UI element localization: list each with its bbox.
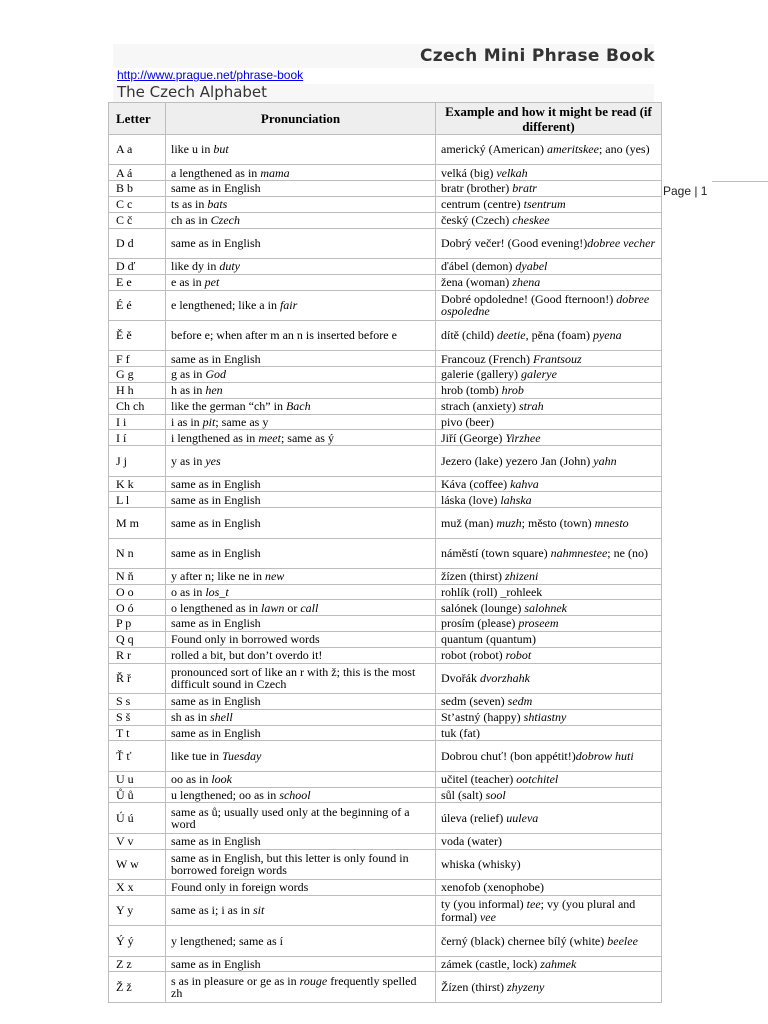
example-cell: Dobré opdoledne! (Good fternoon!) dobree ospoledne — [436, 290, 662, 320]
example-cell: Dobrý večer! (Good evening!)dobree vecher — [436, 228, 662, 258]
letter-cell: Y y — [109, 895, 166, 925]
pronunciation-cell: same as in English — [166, 956, 436, 972]
pronunciation-cell: a lengthened as in mama — [166, 165, 436, 181]
letter-cell: É é — [109, 290, 166, 320]
pronunciation-cell: same as in English — [166, 616, 436, 632]
example-cell: náměstí (town square) nahmnestee; ne (no) — [436, 538, 662, 568]
table-header-row — [109, 103, 662, 135]
example-cell: Káva (coffee) kahva — [436, 476, 662, 492]
example-cell: sůl (salt) sool — [436, 787, 662, 803]
pronunciation-cell: s as in pleasure or ge as in rouge frequently spelled zh — [166, 972, 436, 1002]
example-cell: salónek (lounge) salohnek — [436, 600, 662, 616]
pronunciation-cell: like tue in Tuesday — [166, 741, 436, 771]
pronunciation-cell: same as in English, but this letter is only found in borrowed foreign words — [166, 849, 436, 879]
letter-cell: R r — [109, 647, 166, 663]
pronunciation-cell: same as in English — [166, 538, 436, 568]
table-row — [109, 647, 662, 663]
example-cell: Dobrou chuť! (bon appétit!)dobrow huti — [436, 741, 662, 771]
example-cell: muž (man) muzh; město (town) mnesto — [436, 508, 662, 538]
example-cell: pivo (beer) — [436, 414, 662, 430]
example-cell: dítě (child) deetie, pěna (foam) pyena — [436, 320, 662, 350]
pronunciation-cell: e lengthened; like a in fair — [166, 290, 436, 320]
table-row — [109, 228, 662, 258]
page-divider — [712, 181, 768, 182]
letter-cell: N ň — [109, 568, 166, 584]
pronunciation-cell: u lengthened; oo as in school — [166, 787, 436, 803]
pronunciation-cell: o as in los_t — [166, 584, 436, 600]
letter-cell: C č — [109, 212, 166, 228]
table-row — [109, 476, 662, 492]
table-row — [109, 492, 662, 508]
pronunciation-cell: same as in English — [166, 725, 436, 741]
example-cell: galerie (gallery) galerye — [436, 367, 662, 383]
letter-cell: D d — [109, 228, 166, 258]
example-cell: rohlík (roll) _rohleek — [436, 584, 662, 600]
header-example: Example and how it might be read (if different) — [436, 103, 662, 135]
example-cell: sedm (seven) sedm — [436, 694, 662, 710]
table-row — [109, 972, 662, 1002]
pronunciation-cell: like dy in duty — [166, 258, 436, 274]
example-cell: černý (black) chernee bílý (white) beelee — [436, 926, 662, 956]
page-number: Page | 1 — [663, 184, 708, 198]
table-row — [109, 290, 662, 320]
letter-cell: S š — [109, 709, 166, 725]
table-row — [109, 508, 662, 538]
table-row — [109, 538, 662, 568]
table-row — [109, 414, 662, 430]
example-cell: bratr (brother) bratr — [436, 181, 662, 197]
pronunciation-cell: o lengthened as in lawn or call — [166, 600, 436, 616]
table-row — [109, 165, 662, 181]
example-cell: velká (big) velkah — [436, 165, 662, 181]
table-row — [109, 196, 662, 212]
pronunciation-cell: Found only in foreign words — [166, 880, 436, 896]
letter-cell: J j — [109, 446, 166, 476]
example-cell: prosím (please) proseem — [436, 616, 662, 632]
example-cell: robot (robot) robot — [436, 647, 662, 663]
table-row — [109, 709, 662, 725]
example-cell: St’astný (happy) shtiastny — [436, 709, 662, 725]
letter-cell: F f — [109, 351, 166, 367]
table-row — [109, 274, 662, 290]
pronunciation-cell: same as in English — [166, 228, 436, 258]
example-cell: úleva (relief) uuleva — [436, 803, 662, 833]
table-row — [109, 895, 662, 925]
header-pronunciation: Pronunciation — [166, 103, 436, 135]
pronunciation-cell: y after n; like ne in new — [166, 568, 436, 584]
letter-cell: C c — [109, 196, 166, 212]
pronunciation-cell: same as in English — [166, 351, 436, 367]
example-cell: žízen (thirst) zhizeni — [436, 568, 662, 584]
example-cell: Jiří (George) Yirzhee — [436, 430, 662, 446]
pronunciation-cell: rolled a bit, but don’t overdo it! — [166, 647, 436, 663]
letter-cell: Q q — [109, 632, 166, 648]
pronunciation-cell: i as in pit; same as y — [166, 414, 436, 430]
letter-cell: Ý ý — [109, 926, 166, 956]
letter-cell: W w — [109, 849, 166, 879]
table-row — [109, 926, 662, 956]
pronunciation-cell: y as in yes — [166, 446, 436, 476]
table-row — [109, 771, 662, 787]
table-row — [109, 446, 662, 476]
letter-cell: M m — [109, 508, 166, 538]
table-row — [109, 663, 662, 693]
example-cell: strach (anxiety) strah — [436, 398, 662, 414]
example-cell: voda (water) — [436, 833, 662, 849]
table-row — [109, 725, 662, 741]
letter-cell: Z z — [109, 956, 166, 972]
table-row — [109, 741, 662, 771]
header-letter: Letter — [109, 103, 166, 135]
table-row — [109, 320, 662, 350]
example-cell: Dvořák dvorzhahk — [436, 663, 662, 693]
letter-cell: A a — [109, 135, 166, 165]
table-row — [109, 135, 662, 165]
example-cell: quantum (quantum) — [436, 632, 662, 648]
letter-cell: P p — [109, 616, 166, 632]
letter-cell: S s — [109, 694, 166, 710]
pronunciation-cell: before e; when after m an n is inserted before e — [166, 320, 436, 350]
section-title: The Czech Alphabet — [117, 83, 268, 101]
table-row — [109, 382, 662, 398]
table-row — [109, 584, 662, 600]
pronunciation-cell: ch as in Czech — [166, 212, 436, 228]
letter-cell: G g — [109, 367, 166, 383]
example-cell: hrob (tomb) hrob — [436, 382, 662, 398]
table-row — [109, 258, 662, 274]
pronunciation-cell: i lengthened as in meet; same as ý — [166, 430, 436, 446]
pronunciation-cell: same as i; i as in sit — [166, 895, 436, 925]
example-cell: Jezero (lake) yezero Jan (John) yahn — [436, 446, 662, 476]
table-row — [109, 849, 662, 879]
letter-cell: X x — [109, 880, 166, 896]
table-row — [109, 694, 662, 710]
example-cell: xenofob (xenophobe) — [436, 880, 662, 896]
table-row — [109, 351, 662, 367]
pronunciation-cell: sh as in shell — [166, 709, 436, 725]
table-row — [109, 398, 662, 414]
letter-cell: E e — [109, 274, 166, 290]
example-cell: zámek (castle, lock) zahmek — [436, 956, 662, 972]
example-cell: americký (American) ameritskee; ano (yes) — [436, 135, 662, 165]
letter-cell: A á — [109, 165, 166, 181]
table-row — [109, 600, 662, 616]
letter-cell: Ě ě — [109, 320, 166, 350]
letter-cell: L l — [109, 492, 166, 508]
pronunciation-cell: oo as in look — [166, 771, 436, 787]
table-row — [109, 632, 662, 648]
letter-cell: Ů ů — [109, 787, 166, 803]
example-cell: český (Czech) cheskee — [436, 212, 662, 228]
letter-cell: H h — [109, 382, 166, 398]
table-row — [109, 367, 662, 383]
pronunciation-cell: same as in English — [166, 508, 436, 538]
pronunciation-cell: same as in English — [166, 833, 436, 849]
phrase-book-link[interactable]: http://www.prague.net/phrase-book — [117, 68, 304, 82]
letter-cell: I í — [109, 430, 166, 446]
example-cell: láska (love) lahska — [436, 492, 662, 508]
pronunciation-cell: same as in English — [166, 181, 436, 197]
example-cell: žena (woman) zhena — [436, 274, 662, 290]
pronunciation-cell: same as in English — [166, 476, 436, 492]
pronunciation-cell: y lengthened; same as í — [166, 926, 436, 956]
table-row — [109, 616, 662, 632]
document-title: Czech Mini Phrase Book — [420, 46, 655, 66]
letter-cell: B b — [109, 181, 166, 197]
example-cell: učitel (teacher) ootchitel — [436, 771, 662, 787]
example-cell: tuk (fat) — [436, 725, 662, 741]
letter-cell: Ž ž — [109, 972, 166, 1002]
pronunciation-cell: h as in hen — [166, 382, 436, 398]
pronunciation-cell: ts as in bats — [166, 196, 436, 212]
letter-cell: O o — [109, 584, 166, 600]
pronunciation-cell: pronounced sort of like an r with ž; this is the most difficult sound in Czech — [166, 663, 436, 693]
letter-cell: U u — [109, 771, 166, 787]
letter-cell: K k — [109, 476, 166, 492]
example-cell: Žízen (thirst) zhyzeny — [436, 972, 662, 1002]
pronunciation-cell: like u in but — [166, 135, 436, 165]
letter-cell: Ch ch — [109, 398, 166, 414]
letter-cell: T t — [109, 725, 166, 741]
letter-cell: I i — [109, 414, 166, 430]
alphabet-table — [108, 102, 662, 1003]
letter-cell: Ř ř — [109, 663, 166, 693]
pronunciation-cell: same as in English — [166, 694, 436, 710]
letter-cell: V v — [109, 833, 166, 849]
pronunciation-cell: Found only in borrowed words — [166, 632, 436, 648]
table-row — [109, 956, 662, 972]
letter-cell: D ď — [109, 258, 166, 274]
pronunciation-cell: like the german “ch” in Bach — [166, 398, 436, 414]
letter-cell: O ó — [109, 600, 166, 616]
pronunciation-cell: same as ů; usually used only at the beginning of a word — [166, 803, 436, 833]
table-row — [109, 181, 662, 197]
table-row — [109, 212, 662, 228]
example-cell: centrum (centre) tsentrum — [436, 196, 662, 212]
example-cell: whiska (whisky) — [436, 849, 662, 879]
table-row — [109, 803, 662, 833]
table-row — [109, 430, 662, 446]
letter-cell: Ť ť — [109, 741, 166, 771]
letter-cell: N n — [109, 538, 166, 568]
example-cell: ty (you informal) tee; vy (you plural and formal) vee — [436, 895, 662, 925]
pronunciation-cell: same as in English — [166, 492, 436, 508]
table-row — [109, 880, 662, 896]
table-row — [109, 568, 662, 584]
table-row — [109, 833, 662, 849]
pronunciation-cell: e as in pet — [166, 274, 436, 290]
example-cell: Francouz (French) Frantsouz — [436, 351, 662, 367]
pronunciation-cell: g as in God — [166, 367, 436, 383]
letter-cell: Ú ú — [109, 803, 166, 833]
table-row — [109, 787, 662, 803]
example-cell: ďábel (demon) dyabel — [436, 258, 662, 274]
